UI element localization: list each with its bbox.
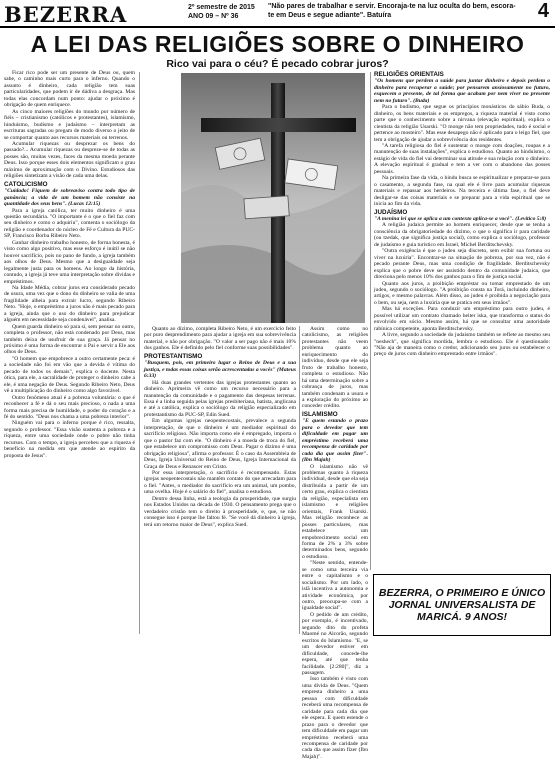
- col3-paragraph: Assim como no catolicismo, as religiões protestantes não veem problema quanto ao enriquecimento do indivíduo, desde que ele seja fruto de trabalho honesto, completa o estudioso. Não há uma determinação sobre a cobrança de juros, mas também condenam a usura e a exploração do próximo ao conceder crédito.: [302, 326, 368, 410]
- issue-info: [188, 3, 255, 21]
- col2-paragraph: Há duas grandes vertentes das igrejas protestantes quanto ao dinheiro. Aprimeira vê como um recurso necessário para a manutenção da comunidade e o pagamento das despesas terrenas. Essa é a linha seguida pelas igrejas presbiteriana, batista, anglicana e até a católica, explica o sociólogo da religião especializado em protestantismo da PUC-SP, Edin Sued.: [144, 379, 296, 418]
- col1-paragraph: Ganhar dinheiro trabalho honesto, de forma honesta, é visto como algo positivo, mas esse esforço é inútil se não houver sacrifício, pois no pano de fundo, a igreja também aos olhos de Deus. Mesmo que a desigualdade seja legalmente justa para os homens. Ao longo da história, contudo, a igreja já teve uma interpretação sobre dívidas e empréstimos.: [4, 239, 135, 285]
- section-heading-judaismo: JUDAÍSMO: [374, 208, 408, 216]
- article-photo-cross-with-money: [181, 73, 365, 323]
- section-heading-catolicismo: CATOLICISMO: [4, 180, 48, 188]
- article-column-1: [4, 70, 135, 636]
- col2-paragraph: Em algumas igrejas neopentecostais, prevalece a segunda interpretação, de que o dinheiro é um mediador espiritual do sacrifício religioso. Não importa como ele é empregado, importa o que o pastor faz com ele. "O dinheiro é a moeda de troca do fiel, que estabelece um compromisso com Deus. Pagar o dízimo é uma obrigação religiosa", afirma o professor. É o caso da Assembleia de Deus, Igreja Universal do Reino de Deus, Igreja Internacional da Graça de Deus e Renascer em Cristo.: [144, 418, 296, 470]
- section-heading-protestantismo: PROTESTANTISMO: [144, 352, 203, 360]
- section-heading-religioes-orientais: RELIGIÕES ORIENTAIS: [374, 71, 444, 78]
- masthead: [0, 0, 555, 28]
- col4-paragraph: Quanto aos juros, a proibição empréstar ou tomar emprestado de um judeu, segundo o sociólogo. "A proibição consta na Torá, incluindo dinheiro, artigos, e mesmo palavras. Além disso, ao judeu é proibida a negociação para o bem, ou seja, nem a luxúria que se pratica em seus irmãos".: [374, 280, 550, 306]
- col2-paragraph: Quanto ao dízimo, completa Ribeiro Neto, é um exercício feito por puro desprendimento para ajudar a igreja em sua sobrevivência material, e não por obrigação. "O valor a ser pago não é mais 10% dos ganhos. Ele é definido pelo fiel conforme suas possibilidades".: [144, 326, 296, 352]
- scripture-quote: "Cuidado! Fiquem de sobreaviso contra todo tipo de ganância; a vida de um homem não consiste na quantidade dos seus bens". (Lucas 12:15): [4, 188, 135, 208]
- col3-paragraph: "Neste sentido, entende-se como uma terceira via entre o capitalismo e o socialismo. Por um lado, o islã incentiva a autonomia e atividade econômica, por outro, preocupa-se com a igualdade social".: [302, 560, 368, 612]
- scripture-quote: "Busquem, pois, em primeiro lugar o Reino de Deus e a sua justiça, e todas essas coisas serão acrescentadas a vocês" (Mateus 6:33): [144, 360, 296, 380]
- col3-paragraph: O pedido de um crédito, por exemplo, é incentivado, segundo dito do profeta Maomé no Alcorão, segundo escritos do Islamismo. "E, se um devedor estiver em dificuldade, concede-lhe espera, até que tenha facilidade. [2:280]", diz a passagem.: [302, 611, 368, 677]
- article-column-4: [374, 70, 550, 570]
- col1-paragraph: Quem guarda dinheiro só para si, sem pensar no outro, completa o professor, não está condenado por Deus, mas também deixa de usufruir de sua graça. Já pensar no próximo é uma forma de encontrar o Pai e servir a Ele aos olhos de Deus.: [4, 323, 135, 356]
- col2-paragraph: Por essa interpretação, o sacrifício é recompensado. Estas igrejas neopentecostais não mantêm contato do que arrecadam para o fiel. "Antes, o mediador do sacrifício era um animal, um pombo, uma ovelha. Hoje é o salário do fiel", analisa o estudioso.: [144, 469, 296, 496]
- masthead-quote: "Não pares de trabalhar e servir. Encoraja-te na luz oculta do bem, escora-te em Deus e segue adiante". Batuíra: [268, 3, 516, 19]
- col1-paragraph: Outro fenômeno atual é a pobreza voluntária: o que é reconhecer a fé e dá o seu mais precioso, o nada a uma forma mais precisa de humildade, o poder do coração e a fé do sentido. "Deus nos chama a uma pobreza interior".: [4, 394, 135, 421]
- newspaper-logo: BEZERRA: [4, 2, 128, 27]
- headline: A LEI DAS RELIGIÕES SOBRE O DINHEIRO: [30, 31, 525, 57]
- subheadline: Rico vai para o céu? É pecado cobrar juros?: [166, 58, 389, 70]
- issue-semester: 2º semestre de 2015: [188, 4, 255, 11]
- col1-paragraph: Ficar rico pode ser um presente de Deus ou, quem sabe, o caminho mais curto para o inferno. Quando o assunto é dinheiro, cada religião tem suas particularidades, que podem ir de dádiva a desgraça. Mas todas elas concordam num ponto: ajudar o próximo é obrigação de quem enriquece.: [4, 70, 135, 109]
- buddha-quote: "Os homens que perdem a saúde para juntar dinheiro e depois perdem o dinheiro para recuperar a saúde; por pensarem ansiosamente no futuro, esquecem o presente, de tal forma que acabam por nem viver no presente nem no futuro". (Buda): [374, 78, 550, 104]
- photo-cross-money-illustration: [181, 73, 365, 323]
- issue-number: ANO 09 – Nº 36: [188, 13, 239, 20]
- col4-paragraph: Para o budismo, que segue os princípios monásticos do sábio Buda, o dinheiro, os bens materiais e os empregos, a riqueza material é visto como parte que o conhecimento sobre a nirvana (elevação espiritual), explica o cientista da religião Usarski. "O monge não tem propriedades, tudo é social e pertence ao mosteiro". Mas esse desapego não é aplicado para o leigo fiel, que tem a obrigação de ajudar a sobrevivência dos residentes.: [374, 104, 550, 143]
- col2-paragraph: Dentro dessa linha, está a teologia da prosperidade, que surgiu nos Estados Unidos na década de 1930. O pensamento prega que o verdadeiro cristão tem o direito à prosperidade, e, que, se não consegue isso é porque lhe faltou fé. "Se você dá dinheiro à igreja, terá um retorno maior de Deus", explica Sued.: [144, 495, 296, 528]
- col1-intro: [4, 70, 135, 180]
- col3-paragraph: O islamismo não vê problemas quanto à riqueza individual, desde que ela seja distribuída a partir de um certo grau, explica o cientista da religião, especialista em islamismo e religiões orientais, Frank Usarski. Mas religião reconhece as posses particulares, mas estabelece um empobrecimento social em forma de 2% a 3% sobre determinados bens, segundo o estudioso.: [302, 463, 368, 560]
- col3-paragraph: Isso também é visto com uma dívida de Deus. "Quem empresta dinheiro a uma pessoa com dificuldade receberá uma recompensa de caridade para cada dia que ele espera. E quem estende o prazo para o devedor que tem dificuldade em pagar um empréstimo receberá uma recompensa de caridade por cada dia que assim fizer (Ibn Majah)".: [302, 676, 368, 760]
- promo-box: BEZERRA, O PRIMEIRO E ÚNICO JORNAL UNIVERSALISTA DE MARICÁ. 9 ANOS!: [373, 574, 551, 636]
- scripture-quote: "A menina lei que se aplica a um contexto aplica-se a você". (Levítico 5:8): [374, 215, 547, 222]
- section-heading-islamismo: ISLAMISMO: [302, 410, 338, 418]
- col4-paragraph: A livre, segundo a sociedade do judaísmo também se reflete ao mesmo seu "neshech", que significa mordida, lembra o estudioso. Ele é questionado: "Não aja de maneira como o credor, adicionando seu juros ou estabelecer o preço de juros com dinheiro emprestado entre irmãos".: [374, 332, 550, 358]
- column-divider: [299, 326, 300, 634]
- page-number: 4: [537, 0, 549, 22]
- col4-paragraph: Na primeira fase da vida, o hindu busca se espiritualizar e preparar-se para o casamento, a segunda fase, na qual ele é livre para acumular riquezas materiais e repassar aos herdeiros. Na terceira e última fase, o fiel deve desligar-se das coisas materiais e se preparar para a vida espiritual que se inicia ao fim da vida.: [374, 175, 550, 208]
- col1-paragraph: Para a igreja católica, ter muito dinheiro é uma questão secundária. "O importante é o que o fiel faz com seu dinheiro e como o adquiriu", comenta o sociólogo da religião e coordenador do núcleo de Fé e Cultura da PUC-SP, Francisco Borba Ribeiro Neto.: [4, 207, 135, 240]
- column-divider: [139, 72, 140, 634]
- col4-paragraph: Mas há exceções. Para conduzir um empréstimo para outro judeu, é possível utilizar um contrato chamado heiter iska, que transforma o status do envolvido em sócio. Mesmo assim, há que se consultar uma autoridade rabínica competente, aponta Berditschevsky.: [374, 306, 550, 332]
- column-3-content: [302, 326, 368, 760]
- col4-paragraph: "A tarefa religiosa do fiel é sustentar o monge com doações, roupas e a manutenção de suas instalações", explica o estudioso. Quanto ao hinduísmo, o estágio de vida do fiel vai determinar sua atitude e sua relação com o dinheiro. A elevação espiritual é gradual e tem a ver com o abandono das posses pessoais.: [374, 142, 550, 175]
- col1-paragraph: As cinco maiores religiões do mundo por número de fiéis – cristianismo (católicos e protestantes), islamismo, hinduísmo, budismo e judaísmo – interpretam as escrituras sagradas ou pregam de modo diverso o jeito de se comportar quanto aos recursos materiais ou terrenos.: [4, 108, 135, 141]
- col1-paragraph: Na Idade Média, cobrar juros era considerado pecado de usura, uma vez que o dono do dinheiro se valia de uma fragilidade alheia para extrair lucro, segundo Ribeiro Neto. "Hoje, o empréstimo a juros não é mais pecado para a igreja, ainda que o uso do dinheiro para prejudicar alguém em necessidade seja condenável", analisa.: [4, 284, 135, 324]
- scripture-quote: "E quem estando o prazo para o devedor que tem dificuldade em pagar um empréstimo receberá uma recompensa de caridade por cada dia que assim fizer". (Ibn Majah): [302, 418, 368, 464]
- col4-paragraph: A religião judaica permite ao homem enriquecer, desde que se tenha a consciência da obrigatoriedade do dízimo, o que o significa ir para caridade (ou tzedak, que significa justiça social), como explica o sociólogo, professor de judaísmo e guia turístico em Israel, Michel Berditschevsky.: [374, 222, 550, 248]
- column-divider: [370, 72, 371, 570]
- col1-paragraph: Ninguém vai para o inferno porque é rico, ressalta, segundo o professor. "Essa visão sustenta a pobreza e a riqueza, entre uma sociedade onde o pobre não tinha recursos. Com o tempo, a igreja percebeu que a riqueza é benefício na medida em que atende ao espírito da proposta de Jesus".: [4, 420, 135, 459]
- article-column-2: [144, 326, 296, 636]
- col1-paragraph: Acumular riquezas ou desprezar os bens do passado?... Acumular riquezas ou despreze-se de todas as posses são, muitas vezes, faces da mesma moeda perante Deus. Isso porque esses dois elementos significam o grau máximo de aproximação com o Divino. Estudiosos das religiões sintetizam a visão de cada uma delas.: [4, 140, 135, 180]
- col4-paragraph: "Outra exigência é que o judeu seja discreto, sem exibir sua fortuna ou viver na luxúria". Encontrar-se na situação de pobreza, por sua vez, não é pecado perante Deus, mas uma condição de fragilidade. Berditschevsky explica que o pobre deve ser assistido dentro da comunidade judaica, que direciona pelo menos 10% dos ganhos para o fim de justiça social.: [374, 248, 550, 281]
- col1-paragraph: "O homem que empobrece a outro certamente peca: é a sociedade não foi em vão que a devida é vítima do pecado de todos os demais", explica o docente. Nesta ótica, para ele, a sacralidade de proteger o dinheiro cabe a ele, é uma negação de Deus. Segundo Ribeiro Neto, Deus vê a multiplicação do dinheiro como algo favorável.: [4, 355, 135, 395]
